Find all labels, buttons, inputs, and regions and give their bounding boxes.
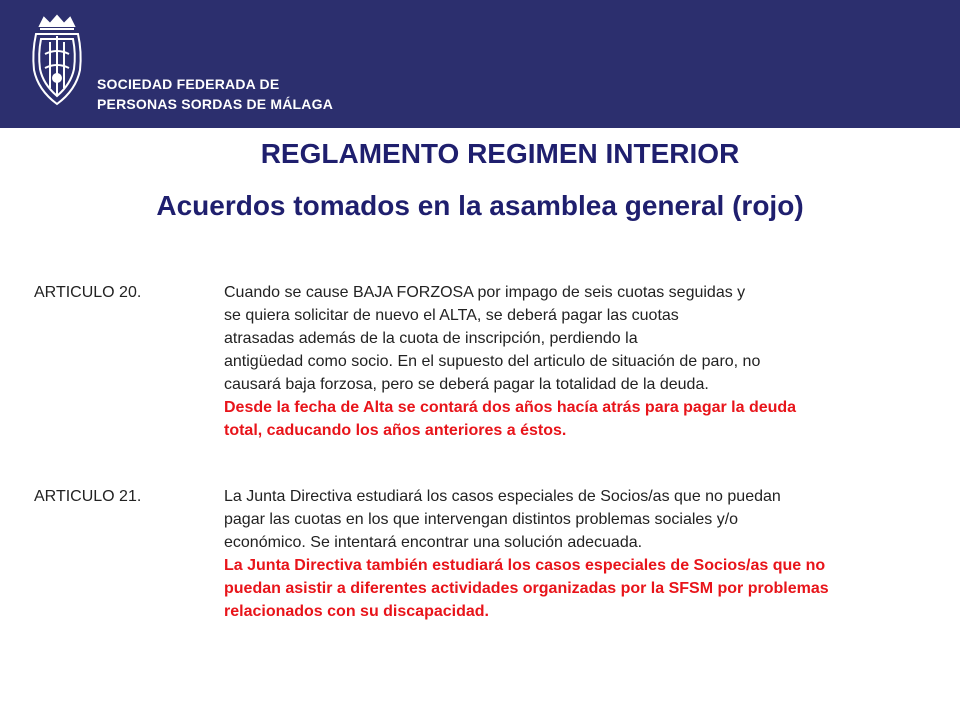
article-line: económico. Se intentará encontrar una solución adecuada.	[224, 534, 643, 551]
article-line: La Junta Directiva estudiará los casos especiales de Socios/as que no puedan	[224, 488, 781, 505]
article-line: pagar las cuotas en los que intervengan distintos problemas sociales y/o	[224, 511, 739, 528]
document-title: REGLAMENTO REGIMEN INTERIOR	[260, 138, 740, 169]
article-label: ARTICULO 20.	[34, 284, 142, 301]
article-label: ARTICULO 21.	[34, 488, 142, 505]
article-line: Cuando se cause BAJA FORZOSA por impago de seis cuotas seguidas y	[224, 284, 746, 301]
header-banner	[0, 0, 960, 128]
assembly-agreement-line: La Junta Directiva también estudiará los casos especiales de Socios/as que no	[224, 557, 826, 574]
organization-name-line-1: SOCIEDAD FEDERADA DE	[97, 76, 280, 92]
article-body	[224, 485, 924, 623]
article-line: antigüedad como socio. En el supuesto del articulo de situación de paro, no	[224, 353, 761, 370]
assembly-agreement-line: relacionados con su discapacidad.	[224, 603, 489, 620]
assembly-agreement-line: Desde la fecha de Alta se contará dos años hacía atrás para pagar la deuda	[224, 399, 797, 416]
article-body	[224, 281, 924, 442]
organization-name	[97, 74, 333, 114]
federation-crest-icon	[28, 12, 86, 108]
assembly-agreement-line: puedan asistir a diferentes actividades organizadas por la SFSM por problemas	[224, 580, 829, 597]
organization-name-line-2: PERSONAS SORDAS DE MÁLAGA	[97, 96, 334, 112]
assembly-agreement-line: total, caducando los años anteriores a éstos.	[224, 422, 567, 439]
article-line: causará baja forzosa, pero se deberá pagar la totalidad de la deuda.	[224, 376, 709, 393]
article-line: se quiera solicitar de nuevo el ALTA, se deberá pagar las cuotas	[224, 307, 679, 324]
document-subtitle: Acuerdos tomados en la asamblea general (rojo)	[156, 190, 804, 221]
article-line: atrasadas además de la cuota de inscripción, perdiendo la	[224, 330, 638, 347]
